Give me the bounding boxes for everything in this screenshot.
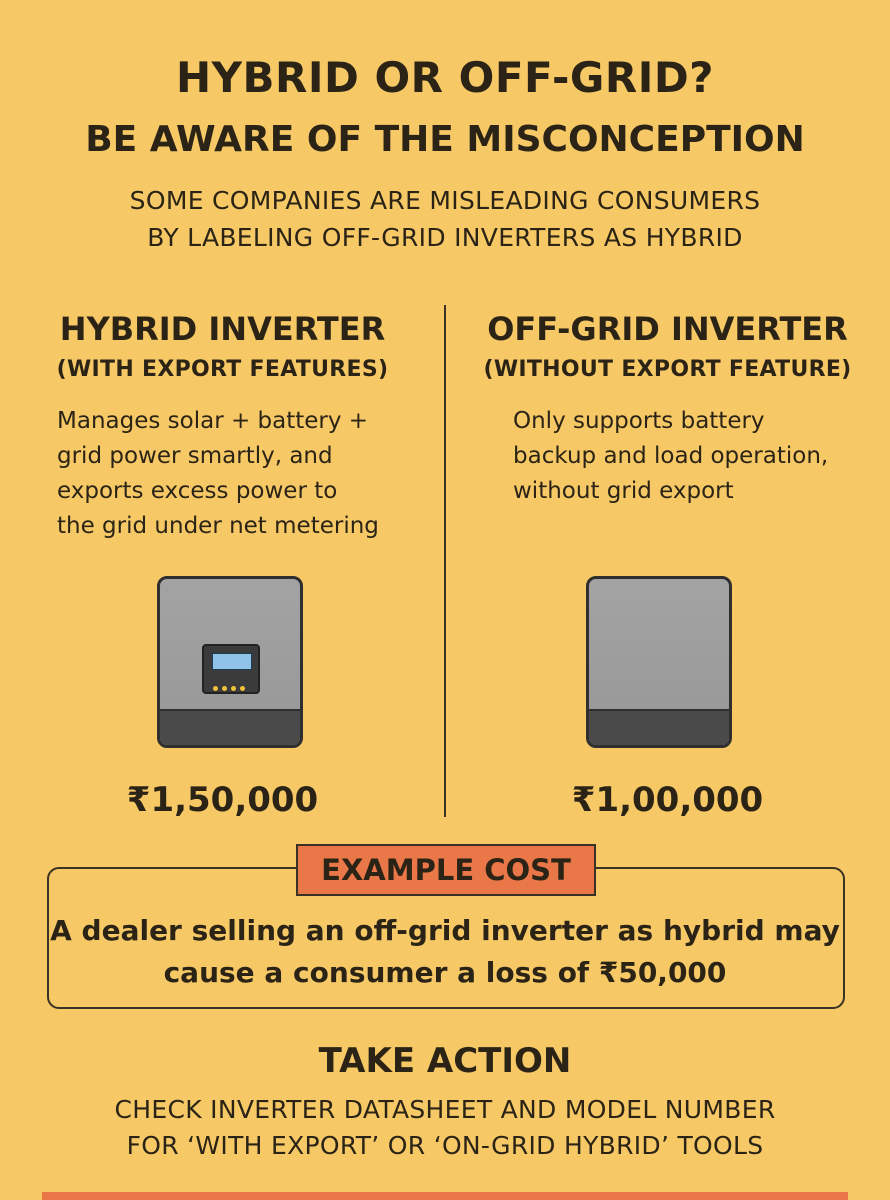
offgrid-desc-line: without grid export xyxy=(513,478,734,504)
offgrid-price: ₹1,00,000 xyxy=(571,780,764,820)
led-icon xyxy=(213,686,218,691)
hybrid-description xyxy=(57,404,417,544)
take-action-title: TAKE ACTION xyxy=(318,1041,572,1081)
main-title: HYBRID OR OFF-GRID? xyxy=(175,53,715,102)
example-cost-tag: EXAMPLE COST xyxy=(296,844,596,896)
main-subtitle: BE AWARE OF THE MISCONCEPTION xyxy=(85,119,805,160)
action-line-2: FOR ‘WITH EXPORT’ OR ‘ON-GRID HYBRID’ TOOLS xyxy=(126,1131,764,1160)
take-action-text xyxy=(0,1092,890,1164)
hybrid-price: ₹1,50,000 xyxy=(126,780,319,820)
example-line-1: A dealer selling an off-grid inverter as hybrid may xyxy=(50,914,840,947)
lcd-screen xyxy=(212,653,252,670)
lead-text xyxy=(0,182,890,256)
action-line-1: CHECK INVERTER DATASHEET AND MODEL NUMBER xyxy=(114,1095,776,1124)
hybrid-desc-line: the grid under net metering xyxy=(57,513,379,539)
offgrid-description xyxy=(513,404,873,509)
display-panel xyxy=(202,644,260,694)
offgrid-desc-line: backup and load operation, xyxy=(513,443,829,469)
led-icon xyxy=(231,686,236,691)
example-text xyxy=(0,910,890,994)
offgrid-inverter-icon xyxy=(586,576,732,748)
hybrid-inverter-icon xyxy=(157,576,303,748)
hybrid-desc-line: exports excess power to xyxy=(57,478,338,504)
bottom-accent-strip xyxy=(42,1192,848,1200)
inverter-base xyxy=(160,709,300,745)
offgrid-desc-line: Only supports battery xyxy=(513,408,765,434)
hybrid-desc-line: Manages solar + battery + xyxy=(57,408,369,434)
lead-line-1: SOME COMPANIES ARE MISLEADING CONSUMERS xyxy=(129,186,761,215)
offgrid-title: OFF-GRID INVERTER xyxy=(487,310,848,348)
lead-line-2: BY LABELING OFF-GRID INVERTERS AS HYBRID xyxy=(147,223,743,252)
led-icon xyxy=(240,686,245,691)
offgrid-subtitle: (WITHOUT EXPORT FEATURE) xyxy=(483,357,852,382)
hybrid-subtitle: (WITH EXPORT FEATURES) xyxy=(56,357,389,382)
hybrid-title: HYBRID INVERTER xyxy=(59,310,386,348)
example-line-2: cause a consumer a loss of ₹50,000 xyxy=(163,956,727,989)
hybrid-desc-line: grid power smartly, and xyxy=(57,443,333,469)
indicator-leds xyxy=(213,676,251,682)
inverter-base xyxy=(589,709,729,745)
led-icon xyxy=(222,686,227,691)
